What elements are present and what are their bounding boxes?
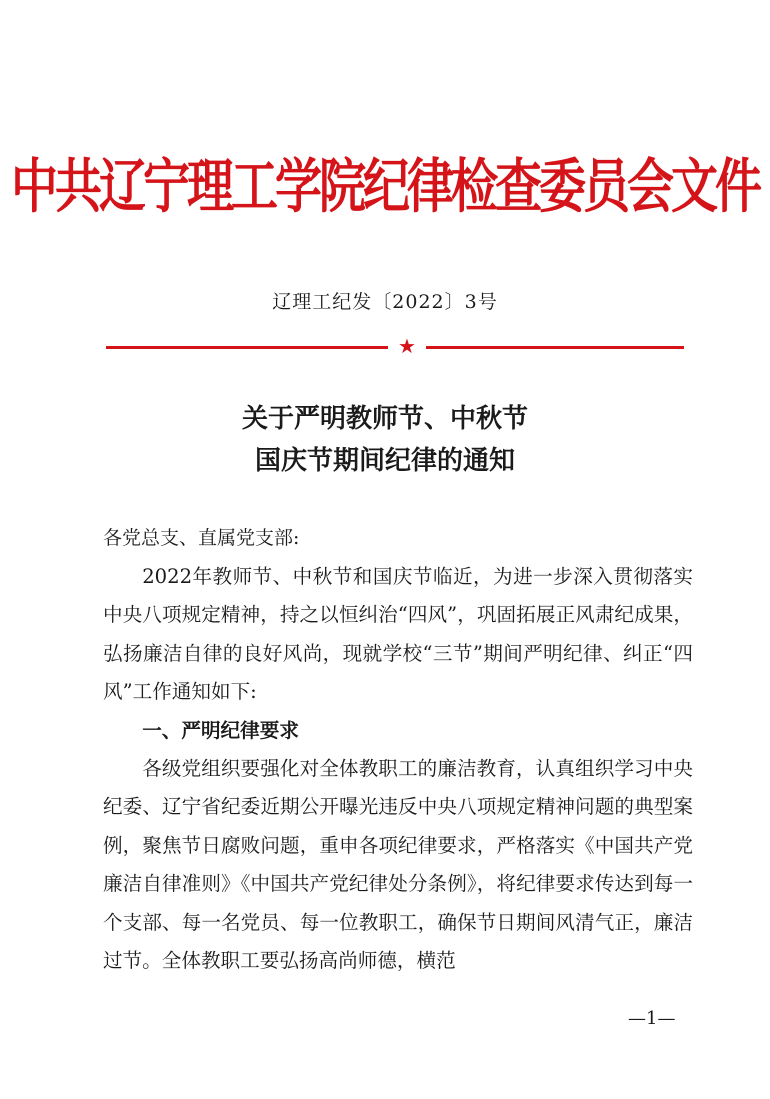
document-title bbox=[0, 398, 770, 482]
red-divider bbox=[106, 334, 684, 358]
title-line-2: 国庆节期间纪律的通知 bbox=[254, 446, 515, 476]
page-number: —1— bbox=[628, 1008, 676, 1029]
document-number: 辽理工纪发〔2022〕3号 bbox=[272, 291, 498, 313]
star-icon: ★ bbox=[398, 334, 416, 358]
addressee: 各党总支、直属党支部: bbox=[103, 527, 300, 549]
divider-line-right bbox=[426, 346, 684, 349]
document-masthead: 中共辽宁理工学院纪律检查委员会文件 bbox=[11, 152, 759, 222]
intro-paragraph: 2022年教师节、中秋节和国庆节临近，为进一步深入贯彻落实中央八项规定精神，持之以恒纠治“四风”，巩固拓展正风肃纪成果，弘扬廉洁自律的良好风尚，现就学校“三节”期间严明纪律、纠正“四风”工作通知如下: bbox=[103, 565, 693, 704]
divider-line-left bbox=[106, 346, 388, 349]
section-paragraph: 各级党组织要强化对全体教职工的廉洁教育，认真组织学习中央纪委、辽宁省纪委近期公开曝光违反中央八项规定精神问题的典型案例，聚焦节日腐败问题，重申各项纪律要求，严格落实《中国共产党廉洁自律准则》《中国共产党纪律处分条例》，将纪律要求传达到每一个支部、每一名党员、每一位教职工，确保节日期间风清气正，廉洁过节。全体教职工要弘扬高尚师德，横范 bbox=[103, 757, 693, 973]
document-body bbox=[103, 558, 693, 980]
title-line-1: 关于严明教师节、中秋节 bbox=[241, 404, 528, 434]
section-heading: 一、严明纪律要求 bbox=[142, 718, 299, 742]
